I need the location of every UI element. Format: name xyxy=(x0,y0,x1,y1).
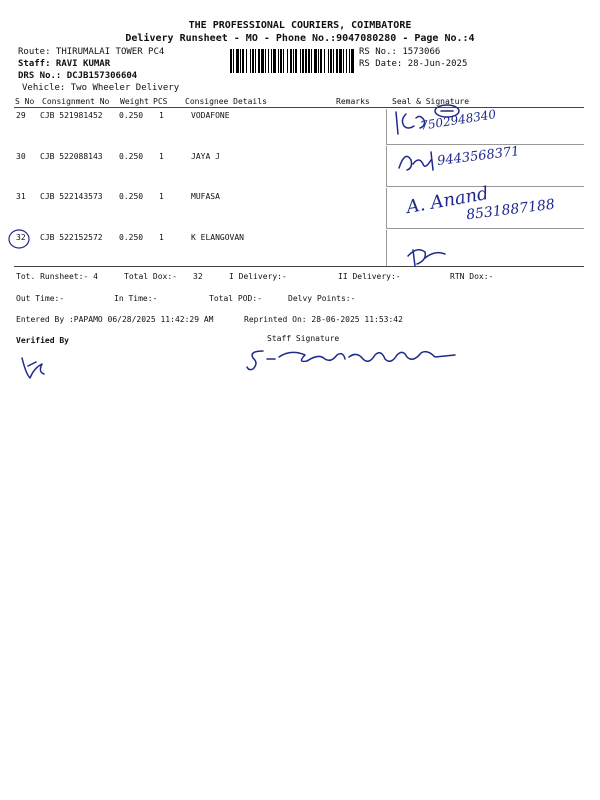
handwritten-signature-row-32 xyxy=(405,238,450,268)
row-pcs: 1 xyxy=(159,192,164,201)
col-header-pcs: PCS xyxy=(153,97,168,106)
reprinted-on: Reprinted On: 28-06-2025 11:53:42 xyxy=(244,315,403,324)
total-dox-label: Total Dox:- xyxy=(124,272,177,281)
row-sno: 29 xyxy=(16,111,26,120)
staff-signature-handwritten xyxy=(245,343,465,373)
row-sno: 32 xyxy=(16,233,26,242)
row-sno: 31 xyxy=(16,192,26,201)
drs-label: DRS No.: DCJB157306604 xyxy=(18,71,138,81)
row-sno: 30 xyxy=(16,152,26,161)
row-consignment: CJB 522088143 xyxy=(40,152,103,161)
col-header-consignee: Consignee Details xyxy=(185,97,267,106)
table-bottom-rule xyxy=(14,266,584,267)
header-rule xyxy=(14,107,584,108)
staff-label: Staff: RAVI KUMAR xyxy=(18,59,111,69)
row-divider xyxy=(386,109,387,144)
row-weight: 0.250 xyxy=(119,233,144,242)
total-dox-value: 32 xyxy=(193,272,203,281)
row-divider xyxy=(386,146,387,186)
document-title: THE PROFESSIONAL COURIERS, COIMBATORE xyxy=(188,20,412,31)
row-consignment: CJB 521981452 xyxy=(40,111,103,120)
rtn-dox-label: RTN Dox:- xyxy=(450,272,494,281)
row-pcs: 1 xyxy=(159,111,164,120)
total-pod-label: Total POD:- xyxy=(209,294,262,303)
row-divider xyxy=(386,230,387,266)
col-header-remarks: Remarks xyxy=(336,97,370,106)
tot-runsheet: Tot. Runsheet:- 4 xyxy=(16,272,98,281)
rs-date: RS Date: 28-Jun-2025 xyxy=(359,59,468,69)
handwritten-signature-row-30 xyxy=(395,146,440,176)
handwritten-phone-row-29: 7502948340 xyxy=(419,107,497,133)
route-label: Route: THIRUMALAI TOWER PC4 xyxy=(18,47,165,57)
row-pcs: 1 xyxy=(159,152,164,161)
col-header-sno: S No xyxy=(15,97,35,106)
verified-by-label: Verified By xyxy=(16,336,69,345)
row-rule xyxy=(386,228,584,229)
row-rule xyxy=(386,144,584,145)
runsheet-subtitle: Delivery Runsheet - MO - Phone No.:9047080280 - Page No.:4 xyxy=(125,33,475,44)
handwritten-phone-row-31: 8531887188 xyxy=(465,196,556,224)
row-consignee: VODAFONE xyxy=(191,111,230,120)
row-consignee: K ELANGOVAN xyxy=(191,233,244,242)
entered-by: Entered By :PAPAMO 06/28/2025 11:42:29 AM xyxy=(16,315,214,324)
in-time-label: In Time:- xyxy=(114,294,158,303)
staff-signature-label: Staff Signature xyxy=(267,334,340,343)
row-divider xyxy=(386,188,387,228)
row-consignee: MUFASA xyxy=(191,192,220,201)
row-weight: 0.250 xyxy=(119,111,144,120)
col-header-weight: Weight xyxy=(120,97,149,106)
handwritten-name-row-31: A. Anand xyxy=(404,182,491,219)
row-weight: 0.250 xyxy=(119,192,144,201)
row-weight: 0.250 xyxy=(119,152,144,161)
handwritten-circle-mark xyxy=(5,228,31,250)
ii-delivery-label: II Delivery:- xyxy=(338,272,401,281)
row-consignment: CJB 522152572 xyxy=(40,233,103,242)
row-pcs: 1 xyxy=(159,233,164,242)
vehicle-label: Vehicle: Two Wheeler Delivery xyxy=(22,83,180,93)
barcode xyxy=(230,49,355,73)
row-consignee: JAYA J xyxy=(191,152,220,161)
verified-by-signature xyxy=(18,352,48,382)
i-delivery-label: I Delivery:- xyxy=(229,272,287,281)
delvy-points-label: Delvy Points:- xyxy=(288,294,356,303)
col-header-consignment: Consignment No xyxy=(42,97,110,106)
rs-number: RS No.: 1573066 xyxy=(359,47,441,57)
row-consignment: CJB 522143573 xyxy=(40,192,103,201)
handwritten-phone-row-30: 9443568371 xyxy=(436,144,521,169)
out-time-label: Out Time:- xyxy=(16,294,65,303)
col-header-seal-signature: Seal & Signature xyxy=(392,97,470,106)
